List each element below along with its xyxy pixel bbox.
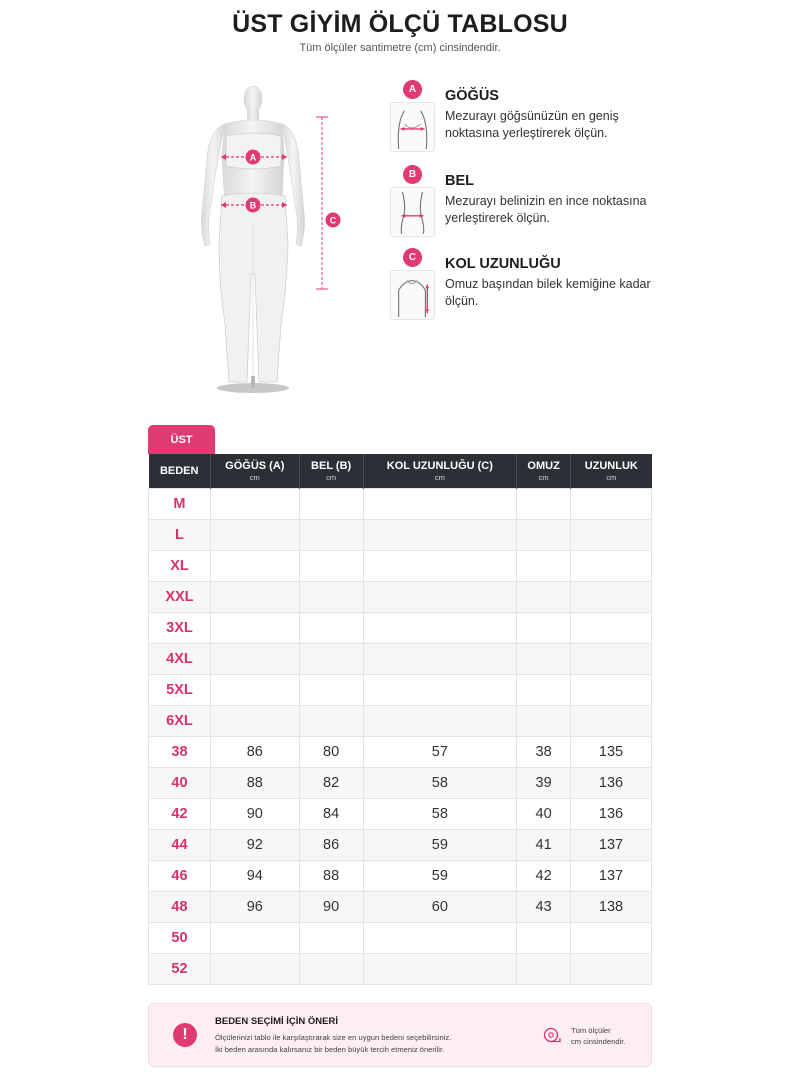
guide-text-chest: Mezurayı göğsünüzün en geniş noktasına yerleştirerek ölçün. — [445, 109, 619, 140]
table-row — [149, 860, 652, 891]
table-row — [149, 829, 652, 860]
measurement-cell: 60 — [363, 891, 517, 922]
measurement-cell: 58 — [363, 767, 517, 798]
measurement-cell: 59 — [363, 860, 517, 891]
size-label: 52 — [149, 953, 211, 984]
measurement-cell — [571, 674, 652, 705]
measurement-cell — [517, 953, 571, 984]
measurement-cell — [363, 705, 517, 736]
measurement-cell — [210, 922, 299, 953]
measurement-cell: 136 — [571, 767, 652, 798]
measurement-cell: 84 — [299, 798, 363, 829]
measurement-cell — [210, 581, 299, 612]
guide-title-chest: GÖĞÜS — [445, 88, 499, 104]
guide-text-waist: Mezurayı belinizin en ince noktasına yerleştirerek ölçün. — [445, 194, 647, 225]
measurement-cell: 82 — [299, 767, 363, 798]
recommendation-text — [215, 1032, 515, 1056]
table-row — [149, 736, 652, 767]
measurement-cell — [363, 674, 517, 705]
size-label: L — [149, 519, 211, 550]
page-title: ÜST GİYİM ÖLÇÜ TABLOSU — [232, 10, 568, 38]
measurement-cell — [363, 581, 517, 612]
size-table — [148, 454, 652, 985]
tab-ust[interactable]: ÜST — [148, 425, 215, 454]
measurement-cell — [363, 488, 517, 519]
size-label: 48 — [149, 891, 211, 922]
measurement-cell — [210, 550, 299, 581]
measurement-cell — [517, 705, 571, 736]
marker-b — [246, 198, 261, 213]
measurement-cell — [571, 643, 652, 674]
measurement-cell: 59 — [363, 829, 517, 860]
measurement-cell: 90 — [299, 891, 363, 922]
size-label: 46 — [149, 860, 211, 891]
guide-text-sleeve: Omuz başından bilek kemiğine kadar ölçün. — [445, 277, 651, 308]
svg-text:B: B — [249, 200, 257, 211]
measurement-cell — [210, 953, 299, 984]
badge-b: B — [403, 165, 422, 184]
measurement-cell — [517, 519, 571, 550]
measurement-cell: 88 — [210, 767, 299, 798]
badge-c: C — [403, 248, 422, 267]
recommendation-box — [148, 1003, 652, 1067]
size-label: 38 — [149, 736, 211, 767]
measurement-cell: 39 — [517, 767, 571, 798]
measurement-cell — [571, 488, 652, 519]
measurement-cell — [571, 612, 652, 643]
waist-measure-icon — [390, 187, 435, 237]
alert-icon: ! — [173, 1023, 197, 1047]
measurement-cell — [517, 550, 571, 581]
table-row — [149, 519, 652, 550]
page-subtitle: Tüm ölçüler santimetre (cm) cinsindendir. — [299, 42, 501, 54]
measurement-cell — [363, 612, 517, 643]
measurement-cell — [210, 488, 299, 519]
table-row — [149, 550, 652, 581]
measurement-cell — [299, 705, 363, 736]
table-row — [149, 674, 652, 705]
measurement-cell: 41 — [517, 829, 571, 860]
size-label: 5XL — [149, 674, 211, 705]
unit-note-line-2: cm cinsindendir. — [571, 1037, 626, 1046]
table-row — [149, 581, 652, 612]
measurement-cell — [363, 519, 517, 550]
measurement-cell — [363, 922, 517, 953]
measurement-cell — [571, 581, 652, 612]
measurement-cell — [299, 519, 363, 550]
guide-item-sleeve — [388, 248, 668, 328]
size-label: 50 — [149, 922, 211, 953]
measurement-cell — [571, 705, 652, 736]
table-row — [149, 767, 652, 798]
guide-title-sleeve: KOL UZUNLUĞU — [445, 256, 561, 272]
measurement-cell: 38 — [517, 736, 571, 767]
table-row — [149, 922, 652, 953]
svg-text:C: C — [329, 215, 337, 226]
measurement-cell — [517, 581, 571, 612]
measurement-cell — [210, 643, 299, 674]
recommendation-title: BEDEN SEÇİMİ İÇİN ÖNERİ — [215, 1016, 338, 1027]
measurement-cell — [517, 488, 571, 519]
guide-item-waist — [388, 165, 668, 245]
measurement-cell — [571, 953, 652, 984]
measurement-cell: 135 — [571, 736, 652, 767]
chest-measure-icon — [390, 102, 435, 152]
measurement-cell — [517, 922, 571, 953]
measurement-cell — [210, 705, 299, 736]
measurement-cell: 94 — [210, 860, 299, 891]
measurement-cell — [517, 674, 571, 705]
guide-title-waist: BEL — [445, 173, 474, 189]
measurement-cell: 86 — [210, 736, 299, 767]
marker-c — [326, 213, 341, 228]
unit-note — [571, 1025, 646, 1047]
svg-text:A: A — [249, 152, 257, 163]
column-header: BEL (B) cm — [299, 454, 363, 488]
measurement-cell — [299, 581, 363, 612]
table-row — [149, 891, 652, 922]
measurement-cell: 42 — [517, 860, 571, 891]
measurement-cell — [517, 643, 571, 674]
table-body — [149, 488, 652, 984]
size-label: 44 — [149, 829, 211, 860]
column-header: BEDEN — [149, 454, 211, 488]
measurement-cell — [299, 643, 363, 674]
recommendation-line-1: Ölçülerinizi tablo ile karşılaştırarak size en uygun bedeni seçebilirsiniz. — [215, 1033, 452, 1042]
measurement-cell: 92 — [210, 829, 299, 860]
mannequin-illustration — [185, 84, 345, 402]
table-row — [149, 798, 652, 829]
size-label: 3XL — [149, 612, 211, 643]
column-header: KOL UZUNLUĞU (C) cm — [363, 454, 517, 488]
recommendation-line-2: İki beden arasında kalırsanız bir beden büyük tercih etmeniz önerilir. — [215, 1045, 445, 1054]
measurement-cell — [299, 953, 363, 984]
size-label: 40 — [149, 767, 211, 798]
measurement-cell: 86 — [299, 829, 363, 860]
measurement-cell: 90 — [210, 798, 299, 829]
measurement-cell — [299, 922, 363, 953]
measurement-cell: 136 — [571, 798, 652, 829]
size-label: 42 — [149, 798, 211, 829]
table-row — [149, 705, 652, 736]
measurement-cell — [299, 612, 363, 643]
measurement-cell: 96 — [210, 891, 299, 922]
measurement-cell: 138 — [571, 891, 652, 922]
measurement-cell — [363, 643, 517, 674]
marker-a — [246, 150, 261, 165]
measurement-cell — [571, 922, 652, 953]
measurement-cell: 58 — [363, 798, 517, 829]
measurement-cell: 43 — [517, 891, 571, 922]
table-header-row — [149, 454, 652, 488]
measurement-cell — [210, 612, 299, 643]
measurement-cell — [299, 488, 363, 519]
measurement-cell — [363, 550, 517, 581]
table-row — [149, 488, 652, 519]
sleeve-measure-icon — [390, 270, 435, 320]
size-label: XL — [149, 550, 211, 581]
table-row — [149, 953, 652, 984]
measurement-cell — [571, 519, 652, 550]
measurement-cell: 137 — [571, 829, 652, 860]
guide-item-chest — [388, 80, 668, 160]
measurement-cell: 57 — [363, 736, 517, 767]
measurement-cell — [299, 674, 363, 705]
column-header: GÖĞÜS (A) cm — [210, 454, 299, 488]
measurement-cell — [517, 612, 571, 643]
size-label: 6XL — [149, 705, 211, 736]
size-label: M — [149, 488, 211, 519]
measurement-cell — [363, 953, 517, 984]
measurement-cell — [210, 674, 299, 705]
column-header: OMUZ cm — [517, 454, 571, 488]
table-row — [149, 612, 652, 643]
measurement-cell — [210, 519, 299, 550]
measuring-tape-icon — [543, 1026, 561, 1044]
unit-note-line-1: Tüm ölçüler — [571, 1026, 611, 1035]
size-label: XXL — [149, 581, 211, 612]
measurement-cell: 40 — [517, 798, 571, 829]
measurement-cell — [571, 550, 652, 581]
table-row — [149, 643, 652, 674]
measurement-cell: 88 — [299, 860, 363, 891]
badge-a: A — [403, 80, 422, 99]
column-header: UZUNLUK cm — [571, 454, 652, 488]
size-label: 4XL — [149, 643, 211, 674]
measurement-cell: 137 — [571, 860, 652, 891]
measurement-cell — [299, 550, 363, 581]
measurement-cell: 80 — [299, 736, 363, 767]
